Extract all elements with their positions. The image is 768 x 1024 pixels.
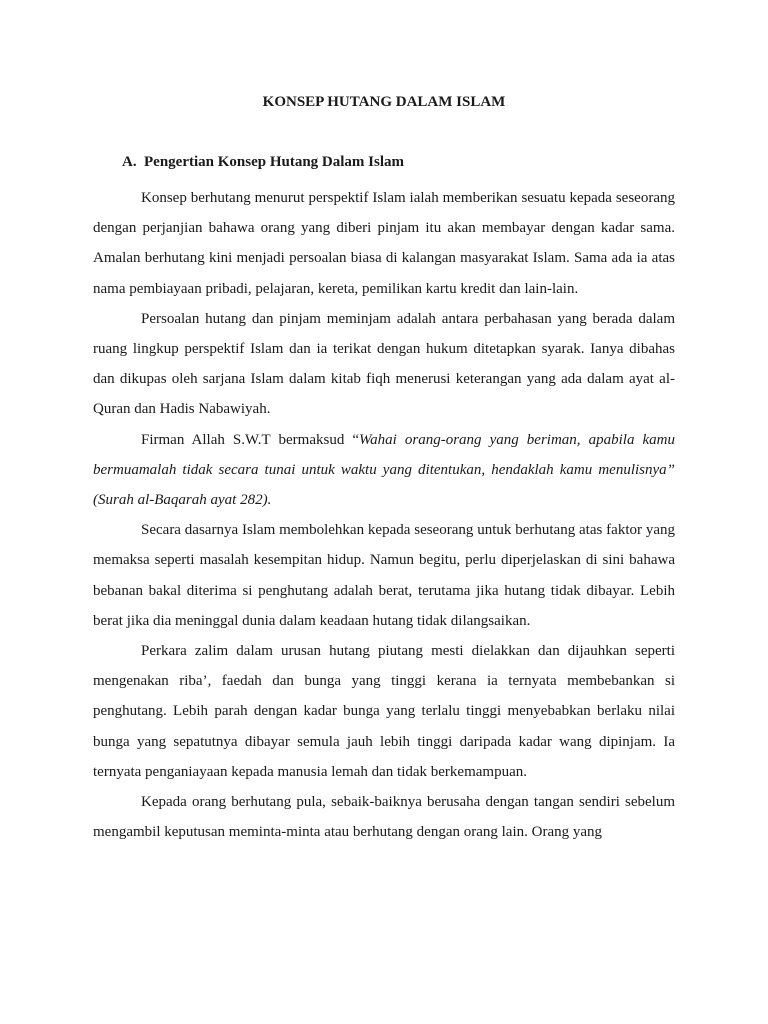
document-title: KONSEP HUTANG DALAM ISLAM [262,94,506,110]
paragraph-5: Perkara zalim dalam urusan hutang piutang mesti dielakkan dan dijauhkan seperti mengenakan riba’, faedah dan bunga yang tinggi kerana ia ternyata membebankan si penghutang. Lebih parah dengan kadar bunga yang terlalu tinggi menyebabkan berlaku nilai bunga yang sepatutnya dibayar semula jauh lebih tinggi daripada kadar wang dipinjam. Ia ternyata penganiayaan kepada manusia lemah dan tidak berkemampuan. [93,643,675,780]
paragraph-3 [93,425,675,516]
paragraph-3-lead: Firman Allah S.W.T bermaksud “ [141,431,360,448]
section-heading-text: Pengertian Konsep Hutang Dalam Islam [144,154,405,170]
quran-quote: Wahai orang-orang yang beriman, apabila kamu bermuamalah tidak secara tunai untuk waktu yang ditentukan, hendaklah kamu menulisnya” [93,431,675,478]
section-heading [93,152,675,172]
paragraph-4: Secara dasarnya Islam membolehkan kepada seseorang untuk berhutang atas faktor yang memaksa seperti masalah kesempitan hidup. Namun begitu, perlu diperjelaskan di sini bahawa bebanan bakal diterima si penghutang adalah berat, terutama jika hutang tidak dibayar. Lebih berat jika dia meninggal dunia dalam keadaan hutang tidak dilangsaikan. [93,522,675,629]
paragraph-2: Persoalan hutang dan pinjam meminjam adalah antara perbahasan yang berada dalam ruang lingkup perspektif Islam dan ia terikat dengan hukum ditetapkan syarak. Ianya dibahas dan dikupas oleh sarjana Islam dalam kitab fiqh menerusi keterangan yang ada dalam ayat al-Quran dan Hadis Nabawiyah. [93,310,675,418]
quote-citation: (Surah al-Baqarah ayat 282). [93,492,272,509]
document-page [93,92,675,847]
paragraph-1: Konsep berhutang menurut perspektif Islam ialah memberikan sesuatu kepada seseorang dengan perjanjian bahawa orang yang diberi pinjam itu akan membayar dengan kadar sama. Amalan berhutang kini menjadi persoalan biasa di kalangan masyarakat Islam. Sama ada ia atas nama pembiayaan pribadi, pelajaran, kereta, pemilikan kartu kredit dan lain-lain. [93,190,675,297]
paragraph-6: Kepada orang berhutang pula, sebaik-baiknya berusaha dengan tangan sendiri sebelum mengambil keputusan meminta-minta atau berhutang dengan orang lain. Orang yang [93,794,675,841]
section-number: A. [122,154,137,170]
